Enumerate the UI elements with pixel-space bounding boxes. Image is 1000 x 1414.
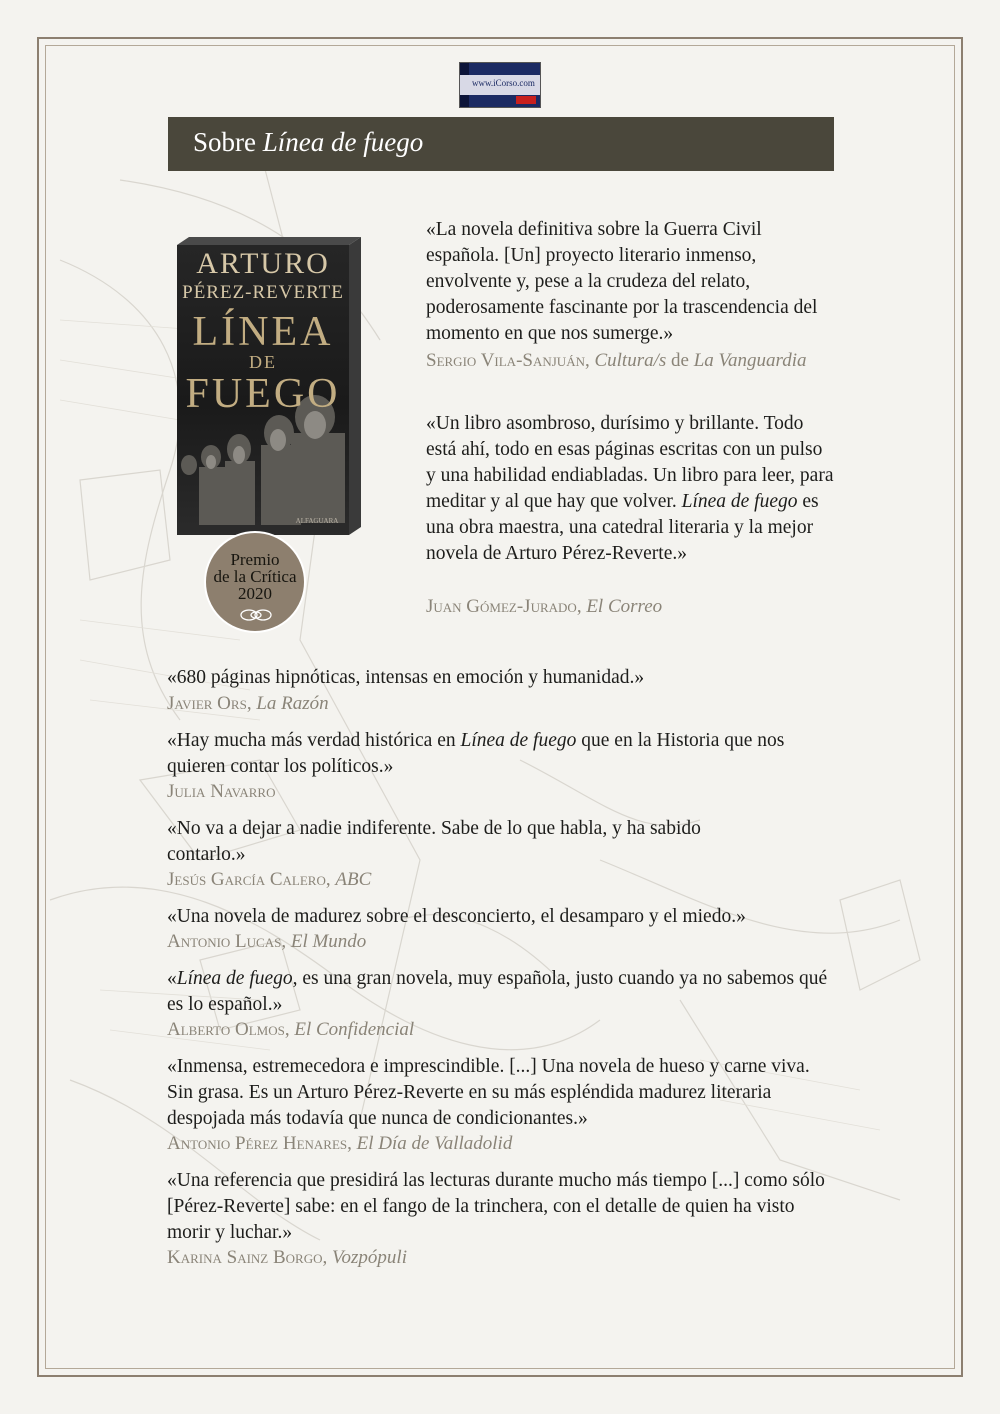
review-attribution xyxy=(167,867,837,893)
review-sep: , xyxy=(284,1019,295,1040)
review-source: Vozpópuli xyxy=(332,1247,407,1268)
logo-red-mark xyxy=(516,96,536,104)
book-author-last: PÉREZ-REVERTE xyxy=(182,282,344,303)
review-source: El Mundo xyxy=(290,931,367,952)
review-author: Antonio Lucas xyxy=(167,931,282,952)
section-title-book: Línea de fuego xyxy=(262,127,424,157)
review-quote: «La novela definitiva sobre la Guerra Civil española. [Un] proyecto literario inmenso, envolvente y, pese a la crudeza del relato, poderosamente fascinante por la trascendencia del momento en que nos sumerge.» xyxy=(426,219,818,344)
review-attribution xyxy=(426,594,836,620)
review-quote: «Una novela de madurez sobre el desconcierto, el desamparo y el miedo.» xyxy=(167,906,746,927)
book-publisher: ALFAGUARA xyxy=(295,517,339,525)
review-sep: , xyxy=(584,350,595,371)
review-sep: , xyxy=(246,693,257,714)
award-seal xyxy=(204,531,306,633)
section-title xyxy=(193,127,423,158)
section-title-prefix: Sobre xyxy=(193,127,263,157)
review-sep: , xyxy=(347,1133,357,1154)
review-quote-title: Línea de fuego xyxy=(681,491,798,512)
review-author: Jesús García Calero xyxy=(167,869,326,890)
review-quote-part: que en la Historia que nos quieren contar los políticos.» xyxy=(167,730,785,777)
review-attribution xyxy=(426,348,836,374)
review-author: Alberto Olmos xyxy=(167,1019,285,1040)
review-source: El Día de Valladolid xyxy=(356,1133,513,1154)
review-source: ABC xyxy=(335,869,372,890)
review-source: Cultura/s xyxy=(594,350,667,371)
review-author: Karina Sainz Borgo xyxy=(167,1247,323,1268)
review-quote: «Una referencia que presidirá las lecturas durante mucho más tiempo [...] como sólo [Pérez-Reverte] sabe: en el fango de la trinchera, con el detalle de quien ha visto morir y luchar.» xyxy=(167,1170,825,1243)
site-logo[interactable] xyxy=(459,62,541,108)
review-quote: «680 páginas hipnóticas, intensas en emoción y humanidad.» xyxy=(167,667,645,688)
book-title-line2: DE xyxy=(249,352,277,372)
review-author: Javier Ors xyxy=(167,693,247,714)
award-line1: Premio xyxy=(230,550,280,569)
logo-url: www.iCorso.com xyxy=(472,78,535,88)
review-source: La Razón xyxy=(256,693,329,714)
review-attribution xyxy=(167,929,837,955)
review-quote-part: es una obra maestra, una catedral literaria y la mejor novela de Arturo Pérez-Reverte.» xyxy=(426,491,819,564)
review-quote-part: «Hay mucha más verdad histórica en xyxy=(167,730,461,751)
review-attribution xyxy=(167,1131,837,1157)
review-quote xyxy=(426,411,836,567)
review-sep: , xyxy=(322,1247,333,1268)
review-quote-part: «Un libro asombroso, durísimo y brillante. Todo está ahí, todo en esas páginas escritas con un pulso y una habilidad endiabladas. Un libro para leer, para meditar y al que hay que volver. xyxy=(426,413,834,512)
review-attribution xyxy=(167,1017,837,1043)
review-author: Antonio Pérez Henares xyxy=(167,1133,348,1154)
award-line2: de la Crítica xyxy=(213,567,297,586)
review-sep: , xyxy=(281,931,291,952)
book-cover xyxy=(177,235,361,535)
review-quote-title: Línea de fuego xyxy=(460,730,577,751)
book-title-line1: LÍNEA xyxy=(192,309,334,355)
review-source-publication: La Vanguardia xyxy=(693,350,807,371)
knot-icon xyxy=(239,608,273,622)
section-title-bar xyxy=(168,117,834,171)
review-sep: , xyxy=(325,869,336,890)
review-author: Sergio Vila-Sanjuán xyxy=(426,350,585,371)
review-quote: «Inmensa, estremecedora e imprescindible. [...] Una novela de hueso y carne viva. Sin grasa. Es un Arturo Pérez-Reverte en su más espléndida madurez literaria despojada más todavía que nunca de condicionantes.» xyxy=(167,1056,810,1129)
review-author: Julia Navarro xyxy=(167,781,276,802)
review-source: El Confidencial xyxy=(294,1019,415,1040)
review-quote-part: « xyxy=(167,968,177,989)
review-quote: «No va a dejar a nadie indiferente. Sabe de lo que habla, y ha sabido contarlo.» xyxy=(167,818,701,865)
review-source: El Correo xyxy=(586,596,663,617)
book-title-line3: FUEGO xyxy=(185,371,341,417)
review-attribution xyxy=(167,1245,837,1271)
review-quote-title: Línea de fuego xyxy=(176,968,293,989)
award-year: 2020 xyxy=(238,584,272,603)
review-attribution xyxy=(167,779,837,805)
book-author-first: ARTURO xyxy=(196,247,330,280)
review-quote-part: , es una gran novela, muy española, justo cuando ya no sabemos qué es lo español.» xyxy=(167,968,828,1015)
review-attribution xyxy=(167,691,837,717)
review-quote xyxy=(167,728,837,780)
review-source-connector: de xyxy=(666,350,694,371)
review-author: Juan Gómez-Jurado xyxy=(426,596,577,617)
review-sep: , xyxy=(576,596,587,617)
review-quote xyxy=(167,966,837,1018)
